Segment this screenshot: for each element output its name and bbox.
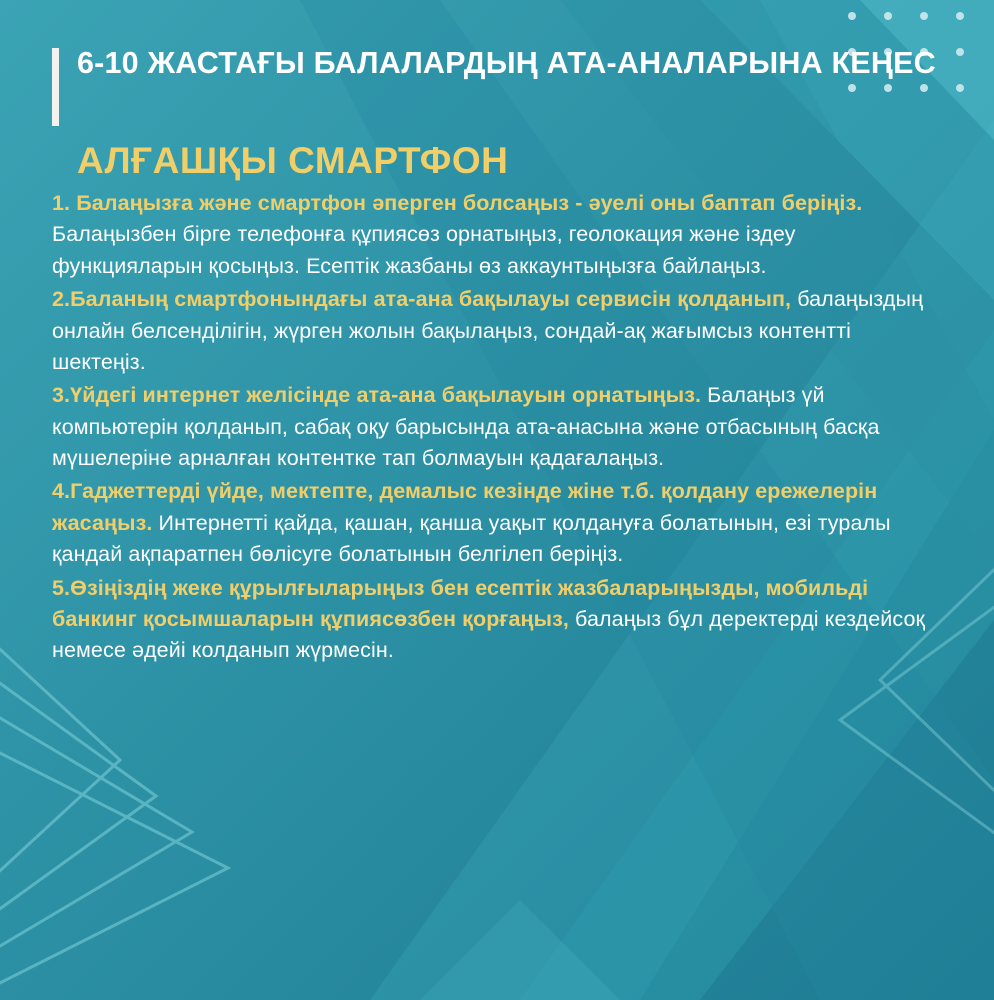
list-item	[52, 380, 942, 474]
advice-2-highlight: 2.Баланың смартфонындағы ата-ана бақылауы сервисін қолданып,	[52, 287, 792, 312]
advice-2-text: балаңыздың онлайн белсенділігін, жүрген жолын бақылаңыз, сондай-ақ жағымсыз контентті шектеңіз.	[52, 287, 924, 374]
title-accent-bar	[52, 48, 59, 126]
page-title: 6-10 ЖАСТАҒЫ БАЛАЛАРДЫҢ АТА-АНАЛАРЫНА КЕҢЕС	[77, 46, 936, 80]
advice-1-highlight: 1. Балаңызға және смартфон әперген болсаңыз - әуелі оны баптап беріңіз.	[52, 191, 863, 215]
advice-list	[52, 188, 942, 667]
list-item	[52, 476, 942, 570]
advice-1-text: Балаңызбен бірге телефонға құпиясөз орнатыңыз, геолокация және іздеу функцияларын қосыңыз. Есептік жазбаны өз аккаунтыңызға байлаңыз.	[52, 222, 796, 278]
list-item	[52, 284, 942, 378]
advice-5-text: балаңыз бұл деректерді кездейсоқ немесе әдейі колданып жүрмесін.	[52, 606, 926, 663]
list-item	[52, 188, 942, 282]
advice-3-highlight: 3.Үйдегі интернет желісінде ата-ана бақылауын орнатыңыз.	[52, 383, 702, 408]
list-item	[52, 573, 942, 667]
advice-4-highlight: 4.Гаджеттерді үйде, мектепте, демалыс кезінде жіне т.б. қолдану ережелерін жасаңыз.	[52, 479, 878, 535]
advice-4-text: Интернетті қайда, қашан, қанша уақыт қолдануға болатынын, езі туралы қандай ақпаратпен бөлісуге болатынын белгілеп беріңіз.	[52, 510, 891, 567]
page-subtitle: АЛҒАШҚЫ СМАРТФОН	[77, 140, 509, 181]
advice-5-highlight: 5.Өзіңіздің жеке құрылғыларыңыз бен есептік жазбаларыңызды, мобильді банкинг қосымшаларын құпиясөзбен қорғаңыз,	[52, 575, 869, 631]
title-block	[52, 44, 942, 126]
advice-3-text: Балаңыз үй компьютерін қолданып, сабақ оқу барысында ата-анасына және отбасының басқа мүшелеріне арналған контентке тап болмауын қадағалаңыз.	[52, 383, 880, 470]
